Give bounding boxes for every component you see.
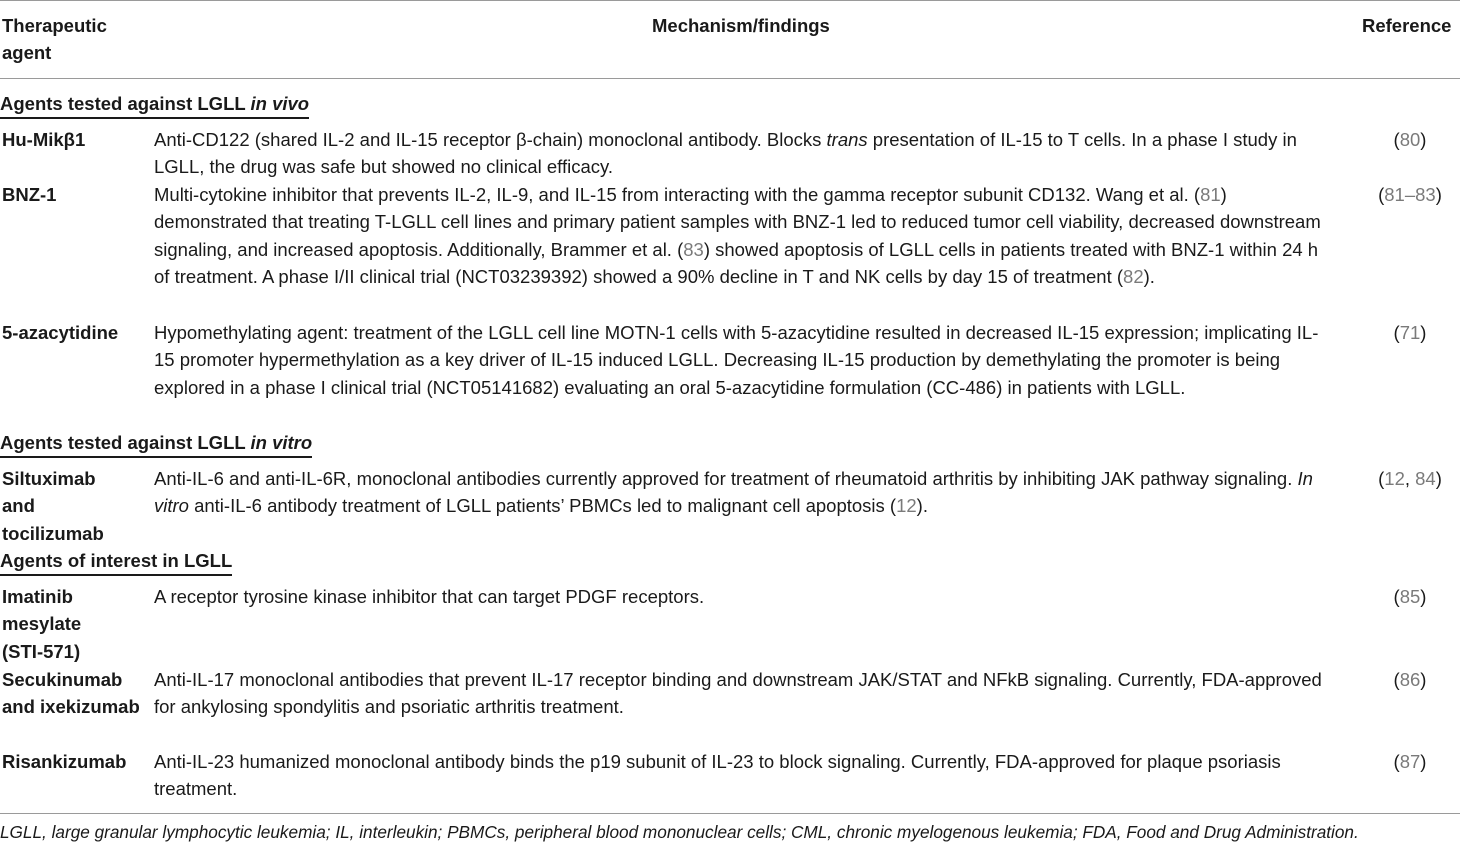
italic-text: trans (826, 129, 868, 150)
mechanism-text (154, 666, 1334, 721)
agent-name: Siltuximab and tocilizumab (2, 468, 104, 544)
agent-name: Hu-Mikβ1 (2, 129, 86, 150)
text-run: ) demonstrated that treating T-LGLL cell lines and primary patient samples with BNZ-1 led to reduced tumor cell viability, decreased downstream signaling, and increased apoptosis. Additionally, Brammer et al. ( (154, 184, 1321, 260)
text-run: ( (1393, 586, 1400, 607)
text-run: ). (1143, 266, 1155, 288)
mechanism-text (154, 181, 1334, 291)
text-run: ) (1420, 322, 1427, 343)
text-run: ). (916, 495, 928, 517)
text-run: ) showed apoptosis of LGLL cells in patients treated with BNZ-1 within 24 h of treatment. A phase I/II clinical trial (NCT03239392) showed a 90% decline in T and NK cells by day 15 of treatment ( (154, 238, 1319, 288)
header-agent: Therapeutic agent (2, 15, 107, 64)
text-run: Hypomethylating agent: treatment of the LGLL cell line MOTN-1 cells with 5-azacytidine resulted in decreased IL-15 expression; implicating IL-15 promoter hypermethylation as a key driver of IL-15 induced LGLL. Decreasing IL-15 production by demethylating the promoter is being explored in a phase I clinical trial (NCT05141682) evaluating an oral 5-azacytidine formulation (CC-486) in patients with LGLL. (154, 322, 1319, 398)
citation-link[interactable]: 81–83 (1384, 184, 1436, 205)
section-title-italic: in vivo (250, 93, 310, 114)
text-run: ( (1393, 322, 1400, 343)
mechanism-text (154, 126, 1334, 181)
citation-link[interactable]: 81 (1200, 184, 1221, 205)
citation-link[interactable]: 82 (1123, 266, 1144, 288)
citation-link[interactable]: 71 (1399, 322, 1421, 343)
text-run: ) (1420, 751, 1427, 772)
reference-cell (1362, 748, 1458, 775)
citation-link[interactable]: 86 (1399, 669, 1421, 690)
text-run: ( (1393, 669, 1400, 690)
header-rule (0, 78, 1460, 79)
section-title (0, 429, 312, 458)
text-run: ( (1378, 184, 1385, 205)
text-run: ( (1378, 468, 1385, 489)
top-rule (0, 0, 1460, 1)
agent-name: Imatinib mesylate (STI-571) (2, 586, 82, 662)
text-run: Anti-IL-17 monoclonal antibodies that prevent IL-17 receptor binding and downstream JAK/STAT and NFkB signaling. Currently, FDA-approved for ankylosing spondylitis and psoriatic arthritis treatment. (154, 669, 1322, 718)
citation-link[interactable]: 87 (1399, 751, 1421, 772)
text-run: anti-IL-6 antibody treatment of LGLL patients’ PBMCs led to malignant cell apoptosis ( (188, 495, 897, 517)
text-run: ) (1420, 129, 1427, 150)
citation-link[interactable]: 83 (683, 238, 704, 260)
bottom-rule (0, 813, 1460, 814)
text-run: Multi-cytokine inhibitor that prevents IL-2, IL-9, and IL-15 from interacting with the gamma receptor subunit CD132. Wang et al. ( (154, 184, 1201, 205)
reference-cell (1362, 583, 1458, 610)
mechanism-text (154, 583, 1334, 610)
text-run: A receptor tyrosine kinase inhibitor that can target PDGF receptors. (154, 586, 705, 607)
citation-link[interactable]: 80 (1399, 129, 1421, 150)
agent-name: BNZ-1 (2, 184, 57, 205)
citation-link[interactable]: 12 (1384, 468, 1405, 489)
reference-cell (1362, 319, 1458, 346)
agent-name: 5-azacytidine (2, 322, 119, 343)
section-title-text: Agents tested against LGLL (0, 93, 251, 114)
text-run: , (1404, 468, 1416, 489)
agent-name: Risankizumab (2, 751, 127, 772)
mechanism-text (154, 465, 1334, 520)
header-reference: Reference (1362, 15, 1452, 36)
italic-text: In vitro (154, 468, 1313, 517)
text-run: Anti-IL-23 humanized monoclonal antibody binds the p19 subunit of IL-23 to block signaling. Currently, FDA-approved for plaque psoriasis treatment. (154, 751, 1281, 800)
reference-cell (1362, 126, 1458, 153)
agent-name: Secukinumab and ixekizumab (2, 669, 140, 718)
mechanism-text (154, 748, 1334, 803)
text-run: Anti-CD122 (shared IL-2 and IL-15 receptor β-chain) monoclonal antibody. Blocks (154, 129, 827, 150)
text-run: presentation of IL-15 to T cells. In a phase I study in LGLL, the drug was safe but showed no clinical efficacy. (154, 129, 1297, 178)
mechanism-text (154, 319, 1334, 401)
text-run: ) (1420, 669, 1427, 690)
section-title-italic: in vitro (250, 432, 313, 453)
text-run: ) (1435, 468, 1442, 489)
text-run: ) (1420, 586, 1427, 607)
header-mechanism: Mechanism/findings (652, 15, 830, 36)
section-title (0, 547, 232, 576)
text-run: ) (1435, 184, 1442, 205)
reference-cell (1362, 465, 1458, 492)
citation-link[interactable]: 12 (896, 495, 917, 517)
citation-link[interactable]: 85 (1399, 586, 1421, 607)
reference-cell (1362, 666, 1458, 693)
text-run: Anti-IL-6 and anti-IL-6R, monoclonal antibodies currently approved for treatment of rheumatoid arthritis by inhibiting JAK pathway signaling. (154, 468, 1298, 489)
reference-cell (1362, 181, 1458, 208)
table-footnote: LGLL, large granular lymphocytic leukemia; IL, interleukin; PBMCs, peripheral blood mononuclear cells; CML, chronic myelogenous leukemia; FDA, Food and Drug Administration. (0, 822, 1359, 842)
section-title-text: Agents tested against LGLL (0, 432, 251, 453)
text-run: ( (1393, 751, 1400, 772)
section-title (0, 90, 309, 119)
text-run: ( (1393, 129, 1400, 150)
citation-link[interactable]: 84 (1415, 468, 1436, 489)
section-title-text: Agents of interest in LGLL (0, 550, 233, 571)
